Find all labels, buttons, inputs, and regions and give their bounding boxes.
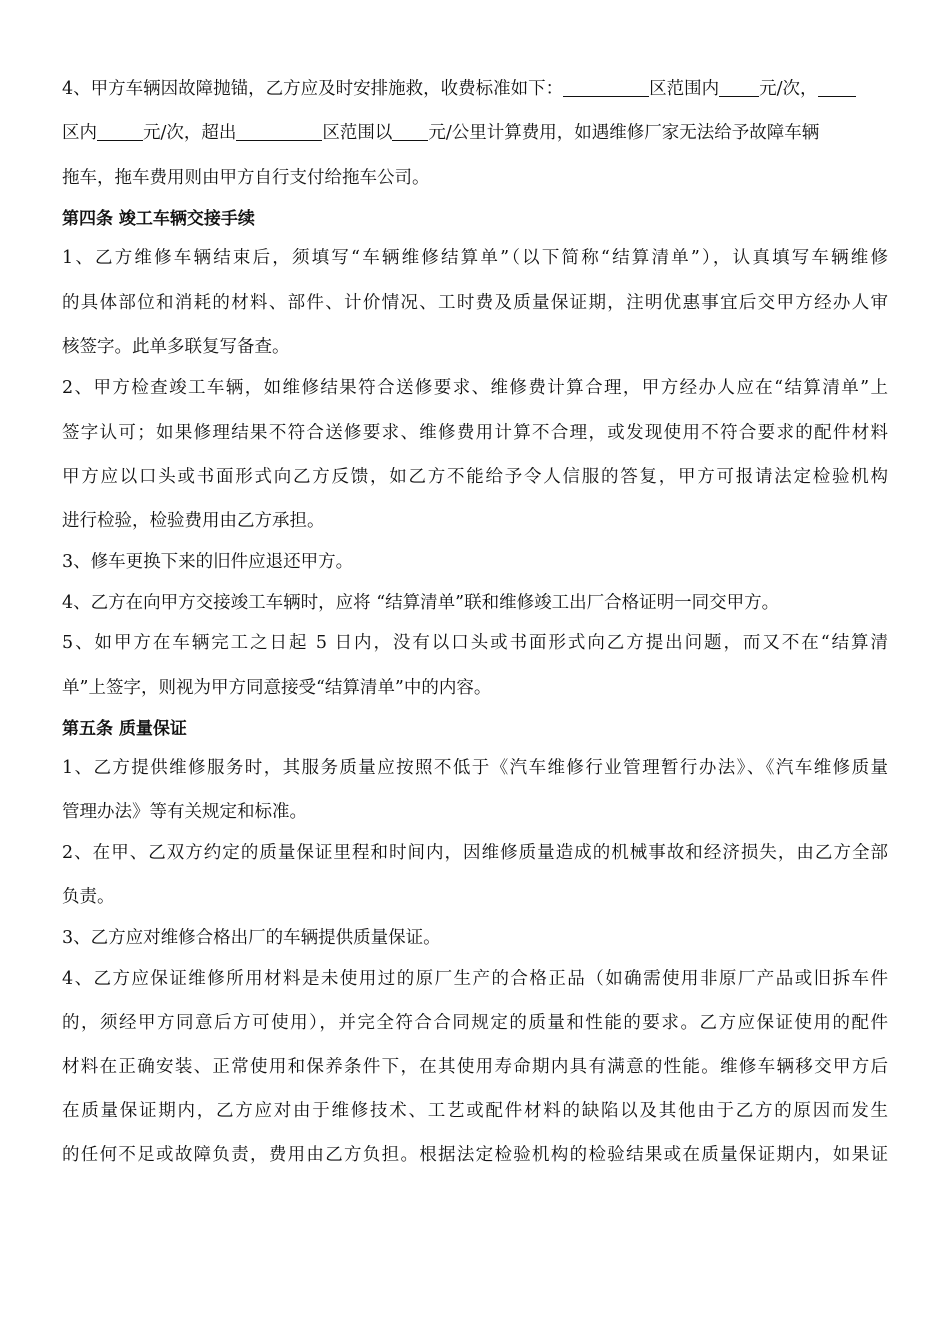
text-segment: 元/公里计算费用，如遇维修厂家无法给予故障车辆 xyxy=(428,123,820,143)
paragraph-line xyxy=(62,118,888,148)
paragraph-line: 的具体部位和消耗的材料、部件、计价情况、工时费及质量保证期，注明优惠事宜后交甲方经办人审 xyxy=(62,293,888,313)
section-heading: 第五条 质量保证 xyxy=(62,719,187,739)
fill-in-blank[interactable] xyxy=(818,79,856,97)
section-heading: 第四条 竣工车辆交接手续 xyxy=(62,209,255,229)
paragraph-line: 管理办法》等有关规定和标准。 xyxy=(62,802,307,822)
text-segment: 元/次， xyxy=(759,79,818,99)
paragraph-line: 1、乙方维修车辆结束后，须填写“车辆维修结算单”（以下简称“结算清单”），认真填写车辆维修 xyxy=(62,248,888,268)
paragraph-line: 单”上签字，则视为甲方同意接受“结算清单”中的内容。 xyxy=(62,678,492,698)
paragraph-line: 拖车，拖车费用则由甲方自行支付给拖车公司。 xyxy=(62,168,430,188)
paragraph-line: 1、乙方提供维修服务时，其服务质量应按照不低于《汽车维修行业管理暂行办法》、《汽车维修质量 xyxy=(62,758,888,778)
paragraph-line: 在质量保证期内，乙方应对由于维修技术、工艺或配件材料的缺陷以及其他由于乙方的原因而发生 xyxy=(62,1101,888,1121)
paragraph-line: 2、甲方检查竣工车辆，如维修结果符合送修要求、维修费计算合理，甲方经办人应在“结算清单”上 xyxy=(62,378,888,398)
paragraph-line: 进行检验，检验费用由乙方承担。 xyxy=(62,511,325,531)
paragraph-line: 5、如甲方在车辆完工之日起 5 日内，没有以口头或书面形式向乙方提出问题，而又不在“结算清 xyxy=(62,633,888,653)
paragraph-line: 2、在甲、乙双方约定的质量保证里程和时间内，因维修质量造成的机械事故和经济损失，由乙方全部 xyxy=(62,843,888,863)
paragraph-line: 负责。 xyxy=(62,887,115,907)
paragraph-line: 签字认可；如果修理结果不符合送修要求、维修费用计算不合理，或发现使用不符合要求的配件材料 xyxy=(62,423,888,443)
text-segment: 元/次，超出 xyxy=(143,123,237,143)
text-segment: 区内 xyxy=(62,123,97,143)
paragraph-line: 3、修车更换下来的旧件应退还甲方。 xyxy=(62,552,354,572)
fill-in-blank[interactable] xyxy=(97,123,143,141)
paragraph-line: 4、乙方在向甲方交接竣工车辆时，应将 “结算清单”联和维修竣工出厂合格证明一同交甲方。 xyxy=(62,593,780,613)
fill-in-blank[interactable] xyxy=(236,123,322,141)
paragraph-line: 的，须经甲方同意后方可使用），并完全符合合同规定的质量和性能的要求。乙方应保证使用的配件 xyxy=(62,1013,888,1033)
paragraph-line: 4、乙方应保证维修所用材料是未使用过的原厂生产的合格正品（如确需使用非原厂产品或旧拆车件 xyxy=(62,969,888,989)
paragraph-line: 3、乙方应对维修合格出厂的车辆提供质量保证。 xyxy=(62,928,441,948)
text-segment: 区范围以 xyxy=(322,123,393,143)
text-segment: 4、甲方车辆因故障抛锚，乙方应及时安排施救，收费标准如下： xyxy=(62,79,564,99)
fill-in-blank[interactable] xyxy=(719,79,759,97)
fill-in-blank[interactable] xyxy=(563,79,649,97)
fill-in-blank[interactable] xyxy=(392,123,428,141)
paragraph-line: 甲方应以口头或书面形式向乙方反馈，如乙方不能给予令人信服的答复，甲方可报请法定检验机构 xyxy=(62,467,888,487)
text-segment: 区范围内 xyxy=(649,79,720,99)
paragraph-line: 的任何不足或故障负责，费用由乙方负担。根据法定检验机构的检验结果或在质量保证期内，如果证 xyxy=(62,1145,888,1165)
paragraph-line: 核签字。此单多联复写备查。 xyxy=(62,337,290,357)
paragraph-line xyxy=(62,74,888,104)
paragraph-line: 材料在正确安装、正常使用和保养条件下，在其使用寿命期内具有满意的性能。维修车辆移交甲方后 xyxy=(62,1057,888,1077)
